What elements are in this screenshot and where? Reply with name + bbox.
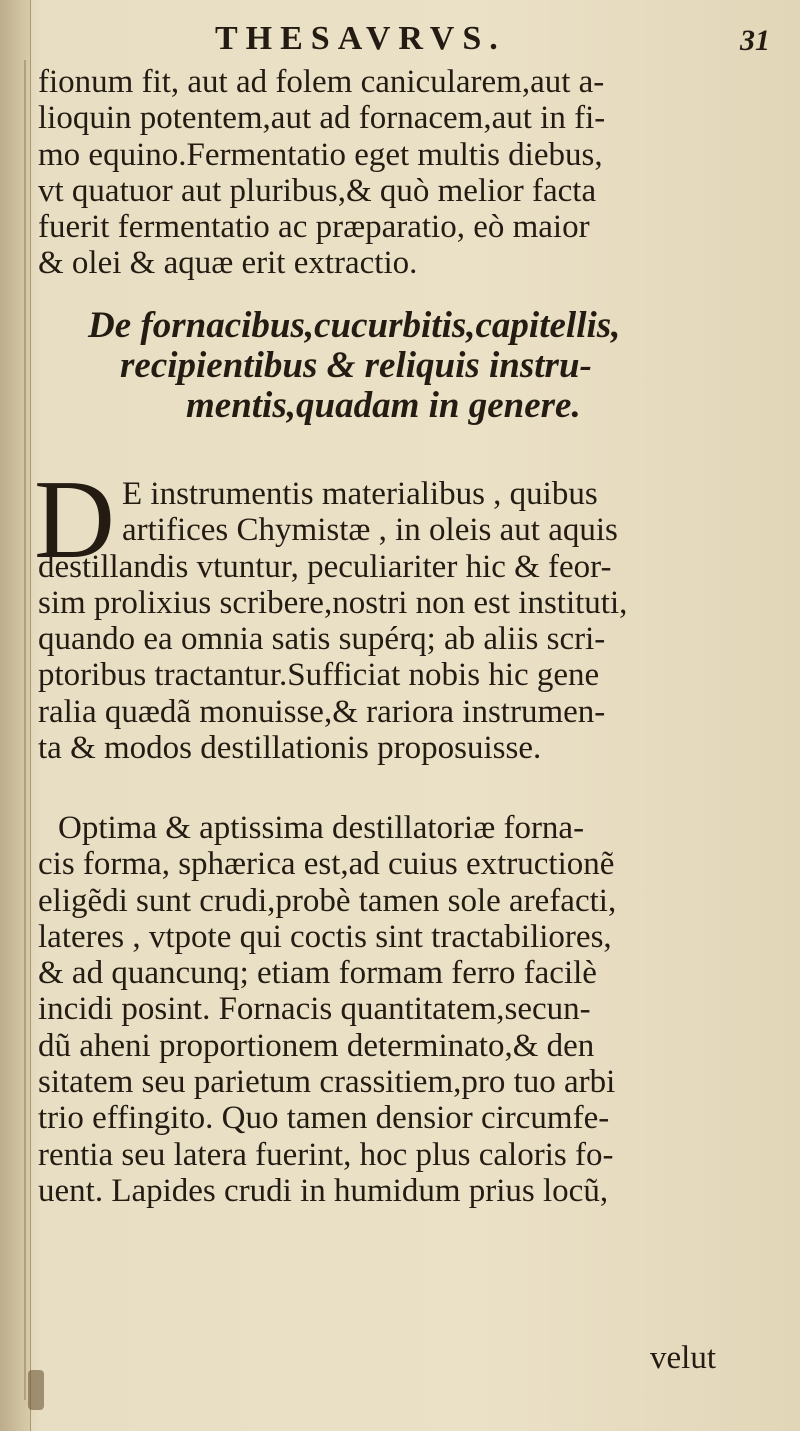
- binding-gutter: [0, 0, 31, 1431]
- text-line: lioquin potentem,aut ad fornacem,aut in fi-: [38, 100, 606, 137]
- text-line: fuerit fermentatio ac præparatio, eò maior: [38, 209, 590, 246]
- text-line: & ad quancunq; etiam formam ferro facilè: [38, 955, 597, 992]
- text-line: uent. Lapides crudi in humidum prius locũ,: [38, 1172, 609, 1209]
- text-line: eligẽdi sunt crudi,probè tamen sole arefacti,: [38, 882, 617, 919]
- ink-blot: [28, 1370, 44, 1410]
- text-line: rentia seu latera fuerint, hoc plus caloris fo-: [38, 1136, 614, 1173]
- text-line: E instrumentis materialibus , quibus: [122, 476, 598, 512]
- text-line: destillandis vtuntur, peculiariter hic & feor-: [38, 548, 612, 585]
- text-line: incidi posint. Fornacis quantitatem,secun-: [38, 991, 591, 1028]
- text-line: & olei & aquæ erit extractio.: [38, 245, 418, 282]
- page-header: [60, 20, 780, 66]
- text-line: lateres , vtpote qui coctis sint tractabiliores,: [38, 918, 612, 955]
- running-title: THESAVRVS.: [215, 20, 506, 57]
- catchword: velut: [650, 1340, 716, 1376]
- section-heading: [88, 306, 748, 426]
- paragraph-1: [38, 64, 758, 282]
- text-line: vt quatuor aut pluribus,& quò melior facta: [38, 172, 597, 209]
- heading-line: De fornacibus,cucurbitis,capitellis,: [88, 305, 621, 346]
- text-line: trio effingito. Quo tamen densior circumfe-: [38, 1100, 610, 1137]
- page-number: 31: [740, 24, 770, 57]
- text-line: quando ea omnia satis supérq; ab aliis scri-: [38, 621, 606, 658]
- text-line: artifices Chymistæ , in oleis aut aquis: [122, 512, 618, 549]
- text-line: fionum fit, aut ad folem canicularem,aut a-: [38, 64, 605, 100]
- text-line: dũ aheni proportionem determinato,& den: [38, 1027, 595, 1064]
- text-line: sim prolixius scribere,nostri non est instituti,: [38, 584, 628, 621]
- drop-capital: D: [34, 458, 115, 582]
- heading-line: mentis,quadam in genere.: [186, 385, 581, 426]
- paragraph-2: [38, 476, 758, 766]
- gutter-edge: [24, 60, 26, 1400]
- text-line: ptoribus tractantur.Sufficiat nobis hic gene: [38, 657, 600, 694]
- text-line: cis forma, sphærica est,ad cuius extructionẽ: [38, 846, 615, 883]
- text-line: ta & modos destillationis proposuisse.: [38, 730, 542, 767]
- text-line: Optima & aptissima destillatoriæ forna-: [58, 810, 585, 846]
- heading-line: recipientibus & reliquis instru-: [120, 345, 592, 386]
- paragraph-3: [38, 810, 758, 1209]
- text-line: sitatem seu parietum crassitiem,pro tuo arbi: [38, 1064, 616, 1101]
- text-line: ralia quædã monuisse,& rariora instrumen-: [38, 693, 606, 730]
- text-line: mo equino.Fermentatio eget multis diebus,: [38, 136, 603, 173]
